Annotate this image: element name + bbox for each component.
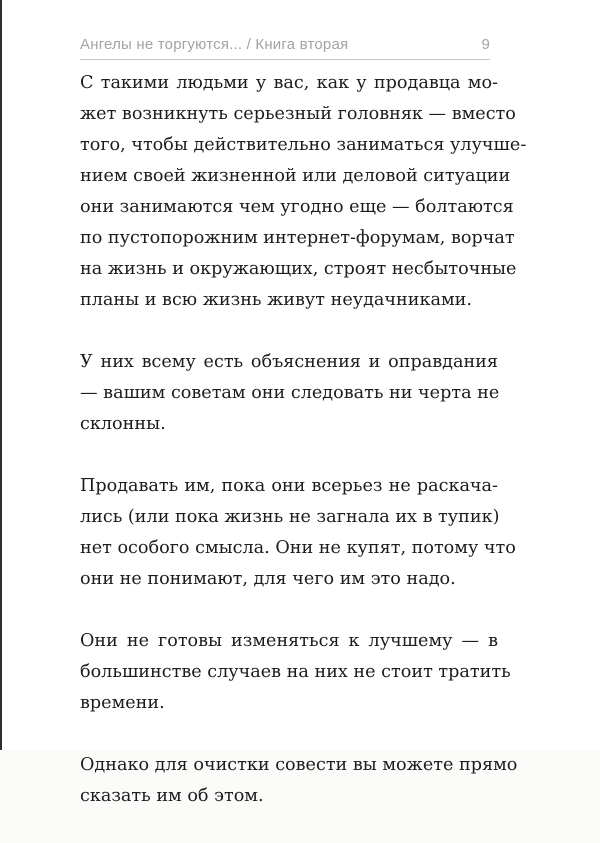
paragraph-5 <box>80 750 518 812</box>
text-line: С такими людьми у вас, как у продавца мо- <box>80 73 498 93</box>
text-line: того, чтобы действительно заниматься улучше- <box>80 135 527 155</box>
text-line: Продавать им, пока они всерьез не раскача- <box>80 476 498 496</box>
text-line: нет особого смысла. Они не купят, потому что <box>80 538 516 558</box>
text-line: они не понимают, для чего им это надо. <box>80 569 456 589</box>
text-line: большинстве случаев на них не стоит тратить <box>80 662 511 682</box>
page-body <box>80 68 527 843</box>
text-line: склонны. <box>80 414 166 434</box>
text-line: планы и всю жизнь живут неудачниками. <box>80 290 472 310</box>
running-title: Ангелы не торгуются... / Книга вторая <box>80 36 349 53</box>
text-line: сказать им об этом. <box>80 786 264 806</box>
text-line: Однако для очистки совести вы можете прямо <box>80 755 518 775</box>
text-line: по пустопорожним интернет-форумам, ворчат <box>80 228 515 248</box>
paragraph-2 <box>80 347 498 440</box>
paragraph-1 <box>80 68 527 316</box>
text-line: жет возникнуть серьезный головняк — вместо <box>80 104 516 124</box>
text-line: У них всему есть объяснения и оправдания <box>80 352 498 372</box>
paragraph-4 <box>80 626 511 719</box>
text-line: лись (или пока жизнь не загнала их в тупик) <box>80 507 500 527</box>
text-line: Они не готовы изменяться к лучшему — в <box>80 631 498 651</box>
page-number: 9 <box>481 36 490 53</box>
paragraph-3 <box>80 471 516 595</box>
text-line: времени. <box>80 693 165 713</box>
text-line: на жизнь и окружающих, строят несбыточные <box>80 259 517 279</box>
running-header <box>80 36 490 58</box>
text-line: они занимаются чем угодно еще — болтаются <box>80 197 514 217</box>
text-line: — вашим советам они следовать ни черта не <box>80 383 500 403</box>
text-line: нием своей жизненной или деловой ситуации <box>80 166 511 186</box>
header-rule <box>80 59 490 60</box>
